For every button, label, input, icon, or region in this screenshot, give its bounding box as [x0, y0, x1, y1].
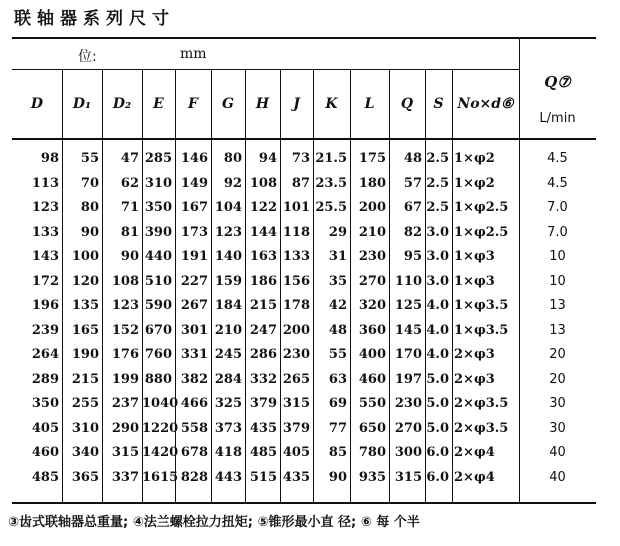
table-cell: 1420 [142, 445, 179, 460]
table-cell: 230 [394, 396, 422, 411]
table-cell: 289 [31, 371, 59, 387]
table-cell: 760 [144, 347, 172, 362]
table-cell: 35 [328, 273, 347, 289]
table-cell: 382 [180, 371, 208, 387]
table-cell: 191 [180, 249, 208, 264]
table-cell: 315 [111, 445, 139, 460]
table-cell: 460 [31, 445, 59, 460]
flow-value-cell: 4.5 [547, 175, 568, 191]
table-cell: 108 [111, 273, 139, 289]
table-cell: 77 [328, 420, 347, 436]
table-cell: 101 [282, 200, 310, 215]
table-cell: 828 [180, 469, 208, 485]
table-cell: 270 [358, 273, 386, 289]
table-cell: 1×φ3 [454, 273, 495, 289]
table-cell: 1×φ3 [454, 249, 495, 264]
table-cell: 176 [111, 347, 139, 362]
table-cell: 325 [214, 396, 242, 411]
table-cell: 405 [31, 420, 59, 436]
table-cell: 678 [180, 445, 208, 460]
table-cell: 200 [358, 200, 386, 215]
table-cell: 360 [358, 322, 386, 338]
table-cell: 42 [328, 298, 347, 313]
table-cell: 590 [144, 298, 172, 313]
table-cell: 2×φ3 [454, 347, 495, 362]
col-header-10: Q [400, 96, 414, 112]
table-cell: 55 [328, 347, 347, 362]
table-cell: 113 [31, 175, 59, 191]
table-cell: 165 [71, 322, 99, 338]
col-header-2: D₂ [112, 96, 132, 112]
table-cell: 81 [120, 224, 139, 240]
table-cell: 379 [282, 420, 310, 436]
table-cell: 350 [31, 396, 59, 411]
table-cell: 140 [214, 249, 242, 264]
table-cell: 170 [394, 347, 422, 362]
table-cell: 210 [358, 224, 386, 240]
table-cell: 320 [358, 298, 386, 313]
table-cell: 440 [144, 249, 172, 264]
table-cell: 935 [358, 469, 386, 485]
unit-row [12, 39, 519, 70]
table-cell: 135 [71, 298, 99, 313]
col-header-9: L [364, 96, 375, 112]
table-cell: 94 [258, 151, 277, 166]
table-cell: 173 [180, 224, 208, 240]
table-cell: 443 [214, 469, 242, 485]
table-cell: 175 [358, 151, 386, 166]
table-cell: 418 [214, 445, 242, 460]
col-header-0: D [30, 96, 44, 112]
col-header-1: D₁ [72, 96, 92, 112]
table-cell: 373 [214, 420, 242, 436]
table-cell: 435 [282, 469, 310, 485]
table-cell: 4.0 [426, 347, 449, 362]
table-cell: 267 [180, 298, 208, 313]
table-cell: 227 [180, 273, 208, 289]
table-cell: 90 [328, 469, 347, 485]
table-cell: 67 [403, 200, 422, 215]
table-cell: 215 [71, 371, 99, 387]
col-header-12: No×d⑥ [457, 96, 514, 112]
table-cell: 80 [223, 151, 242, 166]
flow-value-cell: 40 [549, 445, 566, 460]
table-cell: 196 [31, 298, 59, 313]
table-cell: 270 [394, 420, 422, 436]
table-cell: 63 [328, 371, 347, 387]
unit-label: 位: [78, 49, 97, 65]
table-cell: 3.0 [426, 249, 449, 264]
header-divider [12, 138, 596, 140]
col-header-11: S [433, 96, 444, 112]
table-cell: 6.0 [426, 445, 449, 460]
table-cell: 163 [249, 249, 277, 264]
table-cell: 184 [214, 298, 242, 313]
table-cell: 286 [249, 347, 277, 362]
table-cell: 2×φ3 [454, 371, 495, 387]
table-cell: 4.0 [426, 322, 449, 338]
table-cell: 123 [214, 224, 242, 240]
table-cell: 108 [249, 175, 277, 191]
table-cell: 90 [120, 249, 139, 264]
table-cell: 315 [282, 396, 310, 411]
table-cell: 460 [358, 371, 386, 387]
table-cell: 285 [144, 151, 172, 166]
col-header-7: J [293, 96, 300, 112]
table-cell: 1×φ3.5 [454, 322, 509, 338]
table-cell: 485 [249, 445, 277, 460]
table-cell: 85 [328, 445, 347, 460]
table-cell: 200 [282, 322, 310, 338]
table-cell: 670 [144, 322, 172, 338]
table-cell: 332 [249, 371, 277, 387]
flow-value-cell: 7.0 [547, 200, 568, 215]
table-cell: 5.0 [426, 371, 449, 387]
q-header-symbol: Q⑦ [544, 73, 571, 91]
col-header-4: F [188, 96, 198, 112]
table-cell: 178 [282, 298, 310, 313]
footnote: ③齿式联轴器总重量; ④法兰螺栓拉力扭矩; ⑤锥形最小直 径; ⑥ 每 个半 [8, 515, 420, 530]
table-cell: 100 [71, 249, 99, 264]
table-cell: 90 [80, 224, 99, 240]
col-header-6: H [255, 96, 270, 112]
table-cell: 118 [282, 224, 310, 240]
table-cell: 123 [111, 298, 139, 313]
flow-value-cell: 4.5 [547, 151, 568, 166]
table-cell: 210 [214, 322, 242, 338]
table-cell: 144 [249, 224, 277, 240]
table-cell: 71 [120, 200, 139, 215]
table-cell: 180 [358, 175, 386, 191]
table-cell: 120 [71, 273, 99, 289]
col-header-5: G [222, 96, 234, 112]
table-cell: 110 [394, 273, 422, 289]
table-cell: 405 [282, 445, 310, 460]
table-cell: 29 [328, 224, 347, 240]
table-cell: 237 [111, 396, 139, 411]
q-header-unit: L/min [539, 111, 576, 126]
table-cell: 331 [180, 347, 208, 362]
table-cell: 172 [31, 273, 59, 289]
table-cell: 55 [80, 151, 99, 166]
table-cell: 47 [120, 151, 139, 166]
table-cell: 4.0 [426, 298, 449, 313]
table-cell: 2×φ3.5 [454, 396, 509, 411]
dimension-table [12, 37, 596, 504]
table-cell: 133 [282, 249, 310, 264]
table-cell: 87 [291, 175, 310, 191]
table-cell: 133 [31, 224, 59, 240]
table-cell: 245 [214, 347, 242, 362]
table-cell: 880 [144, 371, 172, 387]
table-cell: 2.5 [426, 175, 449, 191]
flow-value-cell: 20 [549, 347, 566, 362]
table-cell: 379 [249, 396, 277, 411]
flow-value-cell: 10 [549, 273, 566, 289]
table-cell: 400 [358, 347, 386, 362]
col-header-3: E [153, 96, 164, 112]
table-cell: 23.5 [315, 175, 347, 191]
table-cell: 152 [111, 322, 139, 338]
table-cell: 149 [180, 175, 208, 191]
unit-value: mm [180, 46, 207, 62]
table-cell: 82 [403, 224, 422, 240]
flow-value-cell: 30 [549, 420, 566, 436]
flow-value-cell: 13 [549, 298, 566, 313]
table-cell: 247 [249, 322, 277, 338]
table-cell: 340 [71, 445, 99, 460]
table-cell: 6.0 [426, 469, 449, 485]
table-cell: 550 [358, 396, 386, 411]
table-cell: 80 [80, 200, 99, 215]
q-header [519, 39, 596, 138]
flow-value-cell: 10 [549, 249, 566, 264]
table-cell: 95 [403, 249, 422, 264]
table-cell: 1615 [142, 469, 179, 485]
table-cell: 156 [282, 273, 310, 289]
table-cell: 255 [71, 396, 99, 411]
table-cell: 650 [358, 420, 386, 436]
table-cell: 558 [180, 420, 208, 436]
table-cell: 1×φ2 [454, 151, 495, 166]
col-header-8: K [325, 96, 338, 112]
table-cell: 31 [328, 249, 347, 264]
table-cell: 300 [394, 445, 422, 460]
table-cell: 70 [80, 175, 99, 191]
table-cell: 1×φ2 [454, 175, 495, 191]
table-cell: 5.0 [426, 396, 449, 411]
table-cell: 199 [111, 371, 139, 387]
page-title: 联轴器系列尺寸 [14, 9, 175, 29]
flow-value-cell: 40 [549, 469, 566, 485]
table-cell: 390 [144, 224, 172, 240]
table-cell: 485 [31, 469, 59, 485]
table-cell: 1×φ3.5 [454, 298, 509, 313]
table-cell: 48 [403, 151, 422, 166]
table-cell: 230 [358, 249, 386, 264]
table-cell: 365 [71, 469, 99, 485]
table-cell: 265 [282, 371, 310, 387]
table-cell: 515 [249, 469, 277, 485]
table-cell: 2×φ3.5 [454, 420, 509, 436]
flow-value-cell: 13 [549, 322, 566, 338]
table-cell: 2×φ4 [454, 469, 495, 485]
flow-value-cell: 30 [549, 396, 566, 411]
flow-value-cell: 7.0 [547, 224, 568, 240]
table-cell: 3.0 [426, 224, 449, 240]
table-cell: 2.5 [426, 200, 449, 215]
table-cell: 780 [358, 445, 386, 460]
table-cell: 301 [180, 322, 208, 338]
table-cell: 310 [71, 420, 99, 436]
table-cell: 146 [180, 151, 208, 166]
table-cell: 143 [31, 249, 59, 264]
flow-value-cell: 20 [549, 371, 566, 387]
table-cell: 350 [144, 200, 172, 215]
table-cell: 73 [291, 151, 310, 166]
table-cell: 1×φ2.5 [454, 224, 509, 240]
table-cell: 337 [111, 469, 139, 485]
table-cell: 190 [71, 347, 99, 362]
table-cell: 2×φ4 [454, 445, 495, 460]
table-cell: 510 [144, 273, 172, 289]
table-cell: 310 [144, 175, 172, 191]
table-cell: 230 [282, 347, 310, 362]
table-cell: 62 [120, 175, 139, 191]
table-cell: 5.0 [426, 420, 449, 436]
table-cell: 57 [403, 175, 422, 191]
table-cell: 159 [214, 273, 242, 289]
table-cell: 1×φ2.5 [454, 200, 509, 215]
table-cell: 315 [394, 469, 422, 485]
table-cell: 125 [394, 298, 422, 313]
table-cell: 466 [180, 396, 208, 411]
table-cell: 239 [31, 322, 59, 338]
table-cell: 284 [214, 371, 242, 387]
table-cell: 290 [111, 420, 139, 436]
table-cell: 104 [214, 200, 242, 215]
table-cell: 1040 [142, 396, 179, 411]
table-cell: 264 [31, 347, 59, 362]
table-cell: 69 [328, 396, 347, 411]
table-cell: 435 [249, 420, 277, 436]
table-cell: 2.5 [426, 151, 449, 166]
table-cell: 122 [249, 200, 277, 215]
table-cell: 3.0 [426, 273, 449, 289]
table-cell: 21.5 [315, 151, 347, 166]
table-cell: 197 [394, 371, 422, 387]
table-cell: 1220 [142, 420, 179, 436]
table-cell: 25.5 [315, 200, 347, 215]
table-cell: 92 [223, 175, 242, 191]
table-cell: 186 [249, 273, 277, 289]
table-cell: 123 [31, 200, 59, 215]
table-cell: 98 [40, 151, 59, 166]
table-cell: 215 [249, 298, 277, 313]
table-cell: 145 [394, 322, 422, 338]
table-cell: 167 [180, 200, 208, 215]
table-cell: 48 [328, 322, 347, 338]
